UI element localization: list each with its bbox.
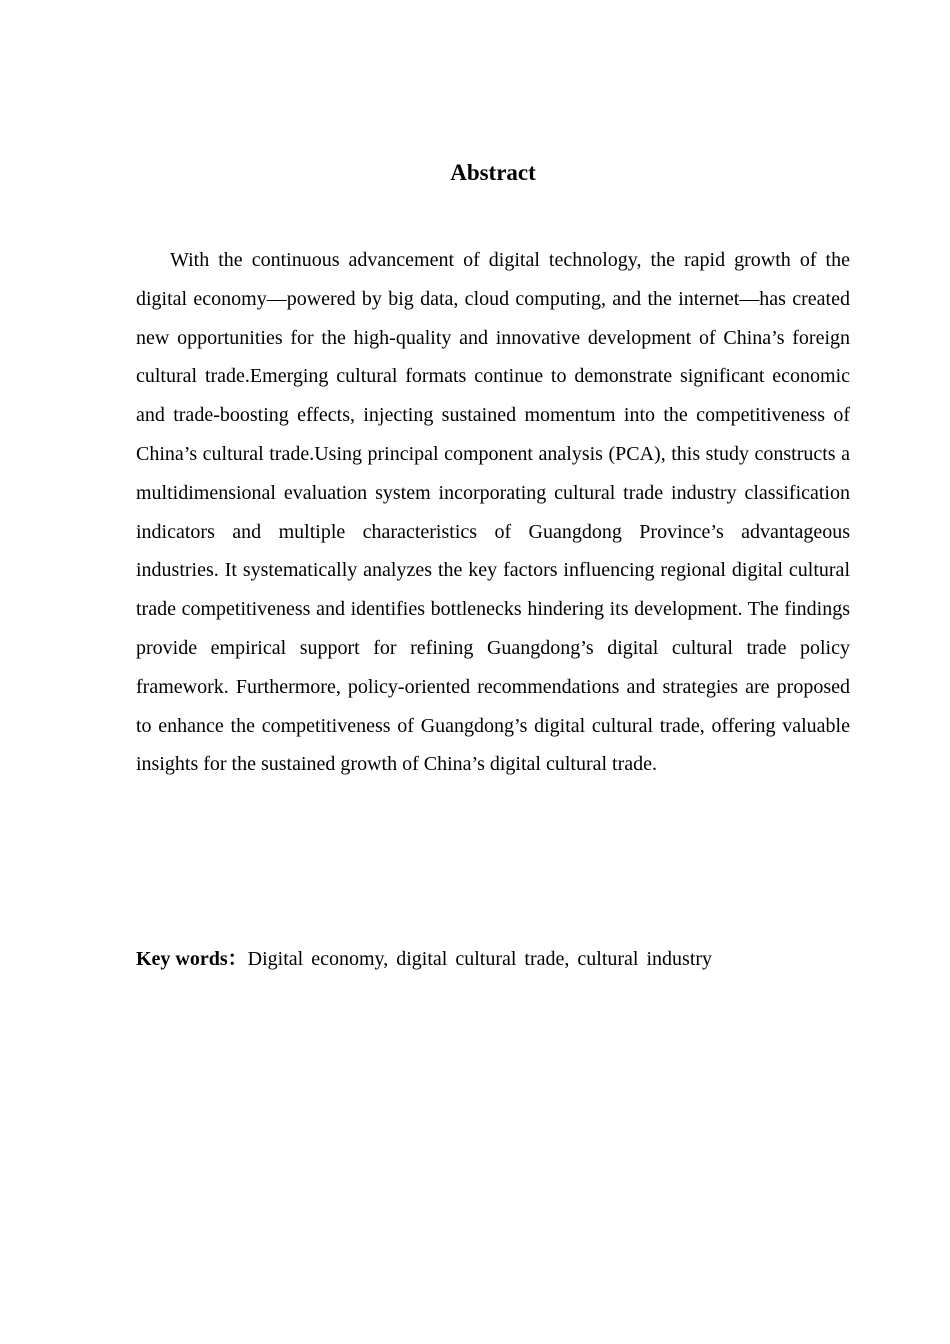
keywords-label: Key words： <box>136 948 248 970</box>
abstract-body: With the continuous advancement of digital technology, the rapid growth of the digital economy—powered by big data, cloud computing, and the internet—has created new opportunities for the high-quality and innovative development of China’s foreign cultural trade.Emerging cultural formats continue to demonstrate significant economic and trade-boosting effects, injecting sustained momentum into the competitiveness of China’s cultural trade.Using principal component analysis (PCA), this study constructs a multidimensional evaluation system incorporating cultural trade industry classification indicators and multiple characteristics of Guangdong Province’s advantageous industries. It systematically analyzes the key factors influencing regional digital cultural trade competitiveness and identifies bottlenecks hindering its development. The findings provide empirical support for refining Guangdong’s digital cultural trade policy framework. Furthermore, policy-oriented recommendations and strategies are proposed to enhance the competitiveness of Guangdong’s digital cultural trade, offering valuable insights for the sustained growth of China’s digital cultural trade. <box>136 249 850 776</box>
keywords-text: Digital economy, digital cultural trade, cultural industry <box>247 948 713 970</box>
abstract-title: Abstract <box>450 160 536 185</box>
keywords-line <box>136 941 850 977</box>
